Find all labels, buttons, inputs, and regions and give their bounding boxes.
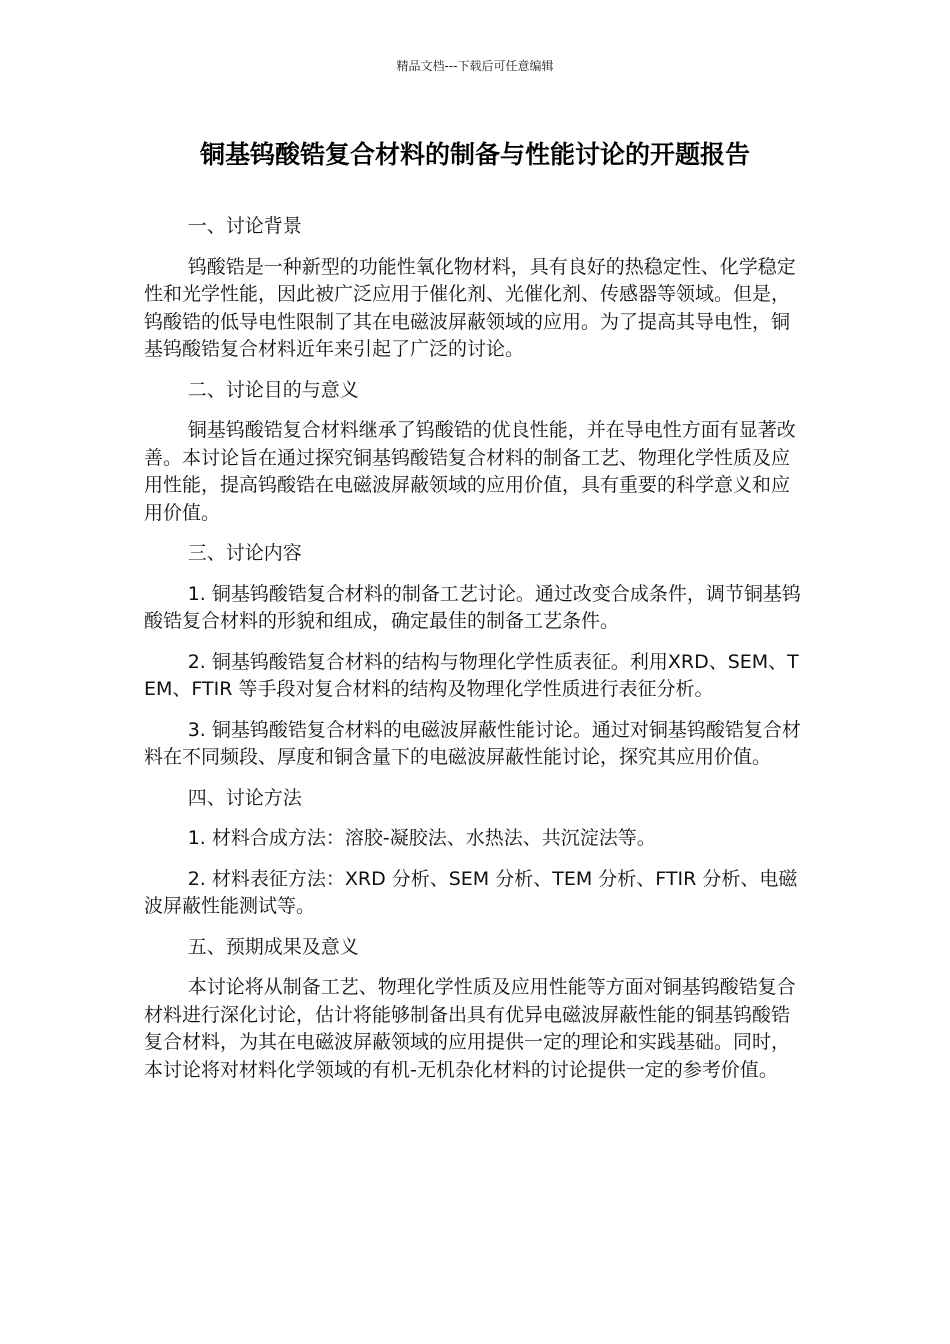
document-body [144,213,806,1097]
paragraph-background-1: 钨酸锆是一种新型的功能性氧化物材料，具有良好的热稳定性、化学稳定性和光学性能，因此被广泛应用于催化剂、光催化剂、传感器等领域。但是，钨酸锆的低导电性限制了其在电磁波屏蔽领域的应用。为了提高其导电性，铜基钨酸锆复合材料近年来引起了广泛的讨论。 [144,255,796,360]
section-heading-methods: 四、讨论方法 [187,786,302,809]
paragraph-outcomes-1: 本讨论将从制备工艺、物理化学性质及应用性能等方面对铜基钨酸锆复合材料进行深化讨论，估计将能够制备出具有优异电磁波屏蔽性能的铜基钨酸锆复合材料，为其在电磁波屏蔽领域的应用提供一定的理论和实践基础。同时，本讨论将对材料化学领域的有机-无机杂化材料的讨论提供一定的参考价值。 [144,976,796,1081]
paragraph-methods-2: 2. 材料表征方法：XRD 分析、SEM 分析、TEM 分析、FTIR 分析、电磁波屏蔽性能测试等。 [144,867,798,917]
section-heading-background: 一、讨论背景 [187,215,302,237]
section-heading-outcomes: 五、预期成果及意义 [187,935,359,958]
section-heading-purpose: 二、讨论目的与意义 [187,378,359,401]
paragraph-purpose-1: 铜基钨酸锆复合材料继承了钨酸锆的优良性能，并在导电性方面有显著改善。本讨论旨在通过探究铜基钨酸锆复合材料的制备工艺、物理化学性质及应用性能，提高钨酸锆在电磁波屏蔽领域的应用价值，具有重要的科学意义和应用价值。 [144,419,796,524]
header-note: 精品文档---下载后可任意编辑 [396,59,554,73]
paragraph-content-2: 2. 铜基钨酸锆复合材料的结构与物理化学性质表征。利用XRD、SEM、TEM、FTIR 等手段对复合材料的结构及物理化学性质进行表征分析。 [144,650,799,700]
section-heading-content: 三、讨论内容 [187,542,302,564]
paragraph-content-3: 3. 铜基钨酸锆复合材料的电磁波屏蔽性能讨论。通过对铜基钨酸锆复合材料在不同频段、厚度和铜含量下的电磁波屏蔽性能讨论，探究其应用价值。 [144,718,801,768]
paragraph-methods-1: 1. 材料合成方法：溶胶-凝胶法、水热法、共沉淀法等。 [187,827,656,849]
paragraph-content-1: 1. 铜基钨酸锆复合材料的制备工艺讨论。通过改变合成条件，调节铜基钨酸锆复合材料的形貌和组成，确定最佳的制备工艺条件。 [144,582,801,632]
document-title: 铜基钨酸锆复合材料的制备与性能讨论的开题报告 [199,140,750,169]
